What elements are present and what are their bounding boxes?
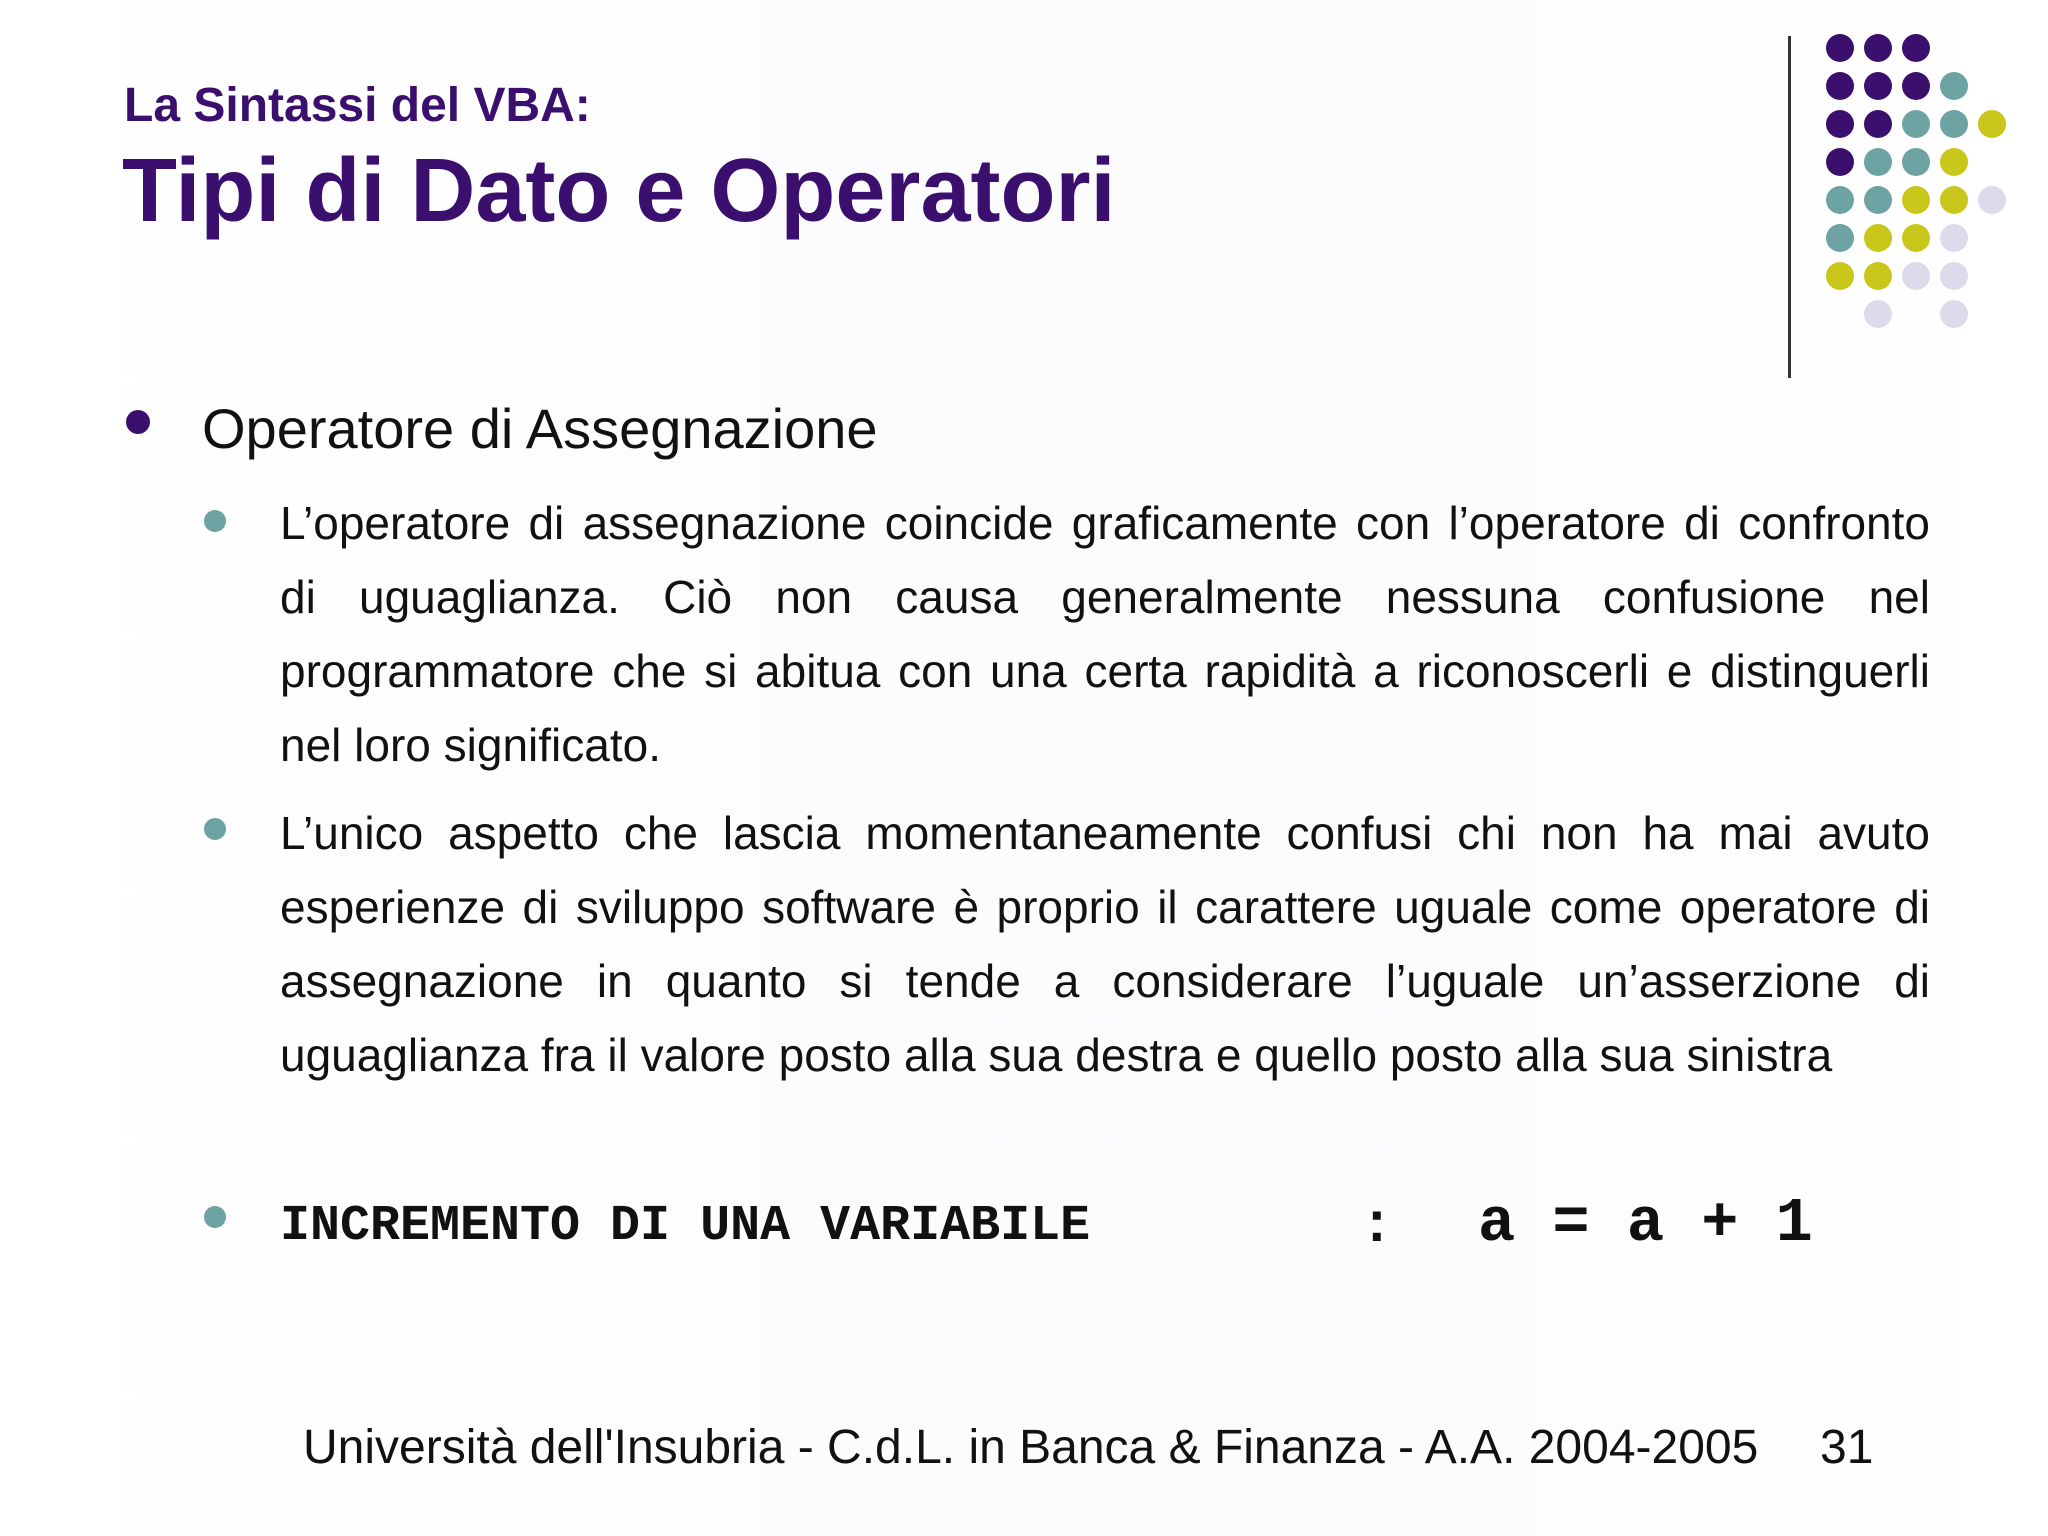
increment-colon: : <box>1360 1194 1394 1258</box>
decorative-dot <box>1864 186 1892 214</box>
bullet-level2 <box>204 1206 226 1228</box>
decorative-dot <box>1940 224 1968 252</box>
slide-subtitle: La Sintassi del VBA: <box>124 79 591 132</box>
decorative-dot <box>1826 224 1854 252</box>
decorative-dot <box>1902 224 1930 252</box>
decorative-dot <box>1864 224 1892 252</box>
slide-title: Tipi di Dato e Operatori <box>122 141 1116 241</box>
decorative-dot <box>1826 148 1854 176</box>
decorative-dot <box>1940 148 1968 176</box>
decorative-dot <box>1826 72 1854 100</box>
decorative-dot <box>1826 262 1854 290</box>
decorative-dot <box>1864 148 1892 176</box>
paragraph-1: L’operatore di assegnazione coincide graficamente con l’operatore di confronto di uguaglianza. Ciò non causa generalmente nessuna confusione nel programmatore che si abitua con una certa rapidità a riconoscerli e distinguerli nel loro significato. <box>280 497 1930 771</box>
decorative-dot <box>1902 262 1930 290</box>
bullet-level2 <box>204 510 226 532</box>
decorative-dot <box>1826 110 1854 138</box>
decorative-dot <box>1940 300 1968 328</box>
decorative-dot <box>1826 186 1854 214</box>
section-heading: Operatore di Assegnazione <box>202 397 878 460</box>
decorative-dot <box>1978 110 2006 138</box>
decorative-dot <box>1902 72 1930 100</box>
decorative-dot <box>1978 186 2006 214</box>
page-number: 31 <box>1820 1421 1874 1474</box>
decorative-dot <box>1940 186 1968 214</box>
decorative-dot <box>1940 110 1968 138</box>
decorative-dot <box>1902 148 1930 176</box>
decorative-dot <box>1902 186 1930 214</box>
increment-expression: a = a + 1 <box>1478 1188 1813 1259</box>
decorative-dot <box>1902 34 1930 62</box>
decorative-dot <box>1864 110 1892 138</box>
decorative-dot <box>1864 34 1892 62</box>
decorative-dot <box>1826 34 1854 62</box>
decorative-dot <box>1864 262 1892 290</box>
decorative-dot <box>1864 72 1892 100</box>
decorative-dot <box>1902 110 1930 138</box>
decorative-dot <box>1940 72 1968 100</box>
bullet-level2 <box>204 818 226 840</box>
slide-footer: Università dell'Insubria - C.d.L. in Banca & Finanza - A.A. 2004-2005 <box>303 1421 1759 1474</box>
increment-label: INCREMENTO DI UNA VARIABILE <box>280 1198 1091 1255</box>
paragraph-2: L’unico aspetto che lascia momentaneamente confusi chi non ha mai avuto esperienze di sviluppo software è proprio il carattere uguale come operatore di assegnazione in quanto si tende a considerare l’uguale un’asserzione di uguaglianza fra il valore posto alla sua destra e quello posto alla sua sinistra <box>280 807 1930 1081</box>
decorative-dot <box>1940 262 1968 290</box>
decorative-dot <box>1864 300 1892 328</box>
bullet-level1 <box>126 410 150 434</box>
vertical-divider <box>1788 36 1791 378</box>
